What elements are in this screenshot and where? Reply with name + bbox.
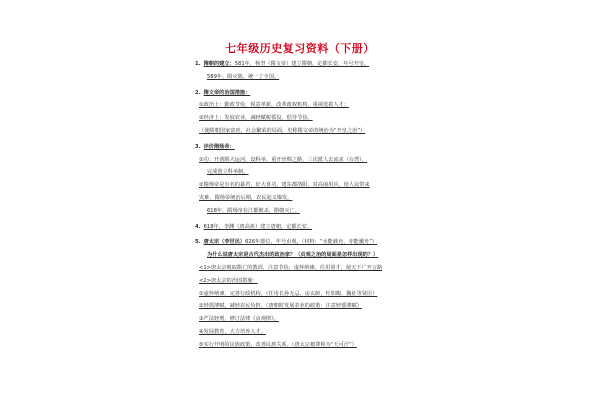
line-text: 626年即位，年号贞观。（材料：“水能载舟，亦能覆舟”） xyxy=(245,239,378,246)
line-text: 灾难，隋炀帝统治后期，农民起义爆发。 xyxy=(199,194,293,201)
document-line xyxy=(195,249,435,262)
document-line xyxy=(195,262,435,275)
line-text: ④发展教育，大力培养人才。 xyxy=(199,328,266,335)
line-text: <1>唐太宗吸取隋亡的教训，注意节俭，虚怀纳谏，任用贤才，使天下广开言路 xyxy=(199,264,383,271)
section-heading: 评价隋炀帝： xyxy=(203,143,235,150)
document-line xyxy=(195,87,435,100)
section-heading: 隋文帝的治国措施： xyxy=(203,89,251,96)
line-text: （使隋朝国家富庶，社会繁荣的局面，史称隋文帝的统治为“开皇之治”） xyxy=(199,127,366,134)
section-number: 3. xyxy=(195,143,201,150)
line-text: ②轻徭薄赋，减轻农民负担。（唐朝时发展农业的政策：注意轻徭薄赋） xyxy=(199,303,362,310)
document-line xyxy=(195,221,435,234)
document-line xyxy=(195,166,435,179)
document-line xyxy=(195,205,435,218)
document-line xyxy=(195,112,435,125)
document-title: 七年级历史复习资料（下册） xyxy=(225,42,375,55)
line-text: ②经济上：发展农业，减轻赋税徭役，倡导节俭。 xyxy=(199,115,313,122)
document-line xyxy=(195,313,435,326)
line-text: ①虚怀纳谏，完善行政机构。（任用长孙无忌，房玄龄，杜如晦，魏征等贤臣） xyxy=(199,290,378,297)
line-text: ②隋炀帝是有名的暴君，好大喜功，建东都洛阳，对高丽用兵，给人民带来 xyxy=(199,182,370,189)
document-line xyxy=(195,154,435,167)
document-line xyxy=(195,141,435,154)
document-line xyxy=(195,275,435,288)
document-body xyxy=(195,58,435,352)
line-text: ⑤实行开明的民族政策，改善民族关系。（唐太宗被尊称为“天可汗”） xyxy=(199,341,357,348)
section-heading: 唐太宗（李世民） xyxy=(203,239,246,246)
section-number: 2. xyxy=(195,89,201,96)
line-text: 581年，杨坚（隋文帝）建立隋朝，定都长安，年号开皇。 xyxy=(234,61,370,67)
line-text: ①政治上：勤政节俭，锐意革新，改革政权机构，重视选拔人才； xyxy=(199,102,349,109)
section-number: 1. xyxy=(195,61,201,67)
section-heading: 隋朝的建立： xyxy=(203,61,235,67)
document-line xyxy=(195,326,435,339)
document-line xyxy=(195,99,435,112)
document-line xyxy=(195,288,435,301)
document-line xyxy=(195,58,435,71)
line-text: 589年，隋灭陈，统一了全国。 xyxy=(207,73,280,80)
document-line xyxy=(195,179,435,192)
line-text: 为什么说唐太宗是古代杰出的政治家？（贞观之治的局面是怎样出现的？） xyxy=(207,252,379,259)
line-text: 618年，李渊（唐高祖）建立唐朝，定都长安。 xyxy=(203,223,313,230)
section-number: 4. xyxy=(195,223,201,230)
line-text: <2>唐太宗的治国措施： xyxy=(199,277,258,284)
document-line xyxy=(195,236,435,249)
document-line xyxy=(195,71,435,84)
document-line xyxy=(195,300,435,313)
section-number: 5. xyxy=(195,239,201,246)
line-text: 618年，隋炀帝在江都被杀，隋朝灭亡。 xyxy=(207,207,300,214)
line-text: ①功：开凿隋大运河，设科举，重开丝绸之路，三次派人去流求（台湾）， xyxy=(199,156,368,163)
line-text: 完成创立科举制。 xyxy=(207,169,249,176)
document-line xyxy=(195,339,435,352)
document-line xyxy=(195,125,435,138)
line-text: ③严法轻刑，修订法律《贞观律》。 xyxy=(199,316,279,323)
document-line xyxy=(195,192,435,205)
